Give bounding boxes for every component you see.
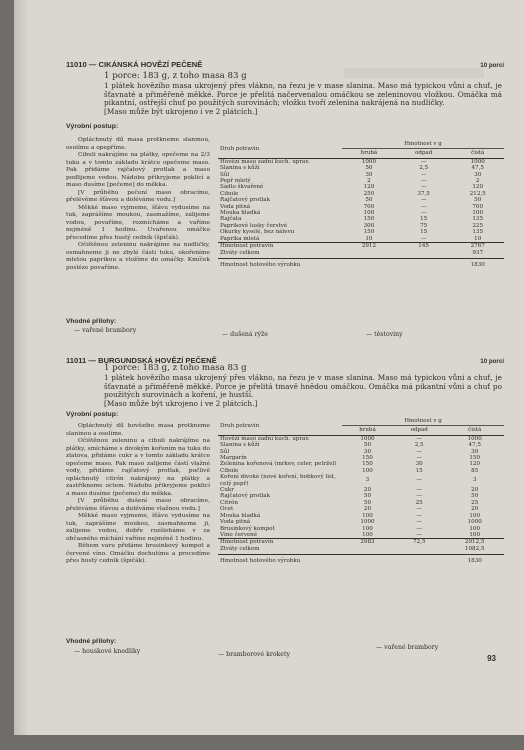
gross-weight: 700 [363, 203, 375, 210]
gross-weight: 250 [363, 190, 375, 197]
recipe-1-portion-size: 1 porce: 183 g, z toho masa 83 g [104, 71, 247, 81]
col-gross: hrubá [342, 149, 396, 158]
col-food-type: Druh potravin [218, 417, 342, 435]
waste-weight: — [416, 477, 422, 484]
procedure-paragraph: [V průběhu pečení maso obracíme, přelévéme šťávou a doléváme vodu.] [66, 189, 210, 203]
net-weight: 30 [474, 171, 482, 178]
gross-weight: 100 [362, 512, 373, 519]
net-weight: 47,5 [468, 442, 481, 449]
ingredient-name: Koření divoké (nové koření, bobkový list, celý pepř) [220, 474, 336, 487]
gross-weight: 50 [363, 499, 372, 506]
final-label: Hmotnost hotového výrobku [220, 558, 301, 565]
waste-weight: 37,5 [417, 190, 430, 197]
loss-row [218, 250, 504, 259]
recipe-2-portion-description: 1 plátek hovězího masa ukrojený přes vlákno, na řezu je v mase slanina. Maso má typickou vůni a chuť, je šťavnaté a přiměřeně měkké. Porce je přelitá tmavě hnědou omáčkou. Omáčka má pikantní vůni a chuť po použitých surovinách a koření, je hustší. [104, 372, 502, 400]
waste-weight: — [420, 178, 427, 185]
waste-weight: — [420, 197, 427, 204]
net-weight: 120 [469, 461, 481, 468]
ingredient-name: Margarín [220, 455, 247, 462]
waste-weight: — [416, 487, 422, 494]
loss-label: Ztráty celkem [218, 546, 342, 555]
net-weight: 212,5 [469, 190, 486, 197]
gross-weight: 1000 [360, 435, 375, 442]
ingredient-name: Cibule [220, 190, 239, 197]
ingredient-name: Rajčatový protlak [220, 197, 270, 204]
ingredient-name: Pepř mletý [220, 178, 251, 185]
recipe-1-portion-note: [Maso může být ukrojeno i ve 2 plátcích.] [104, 107, 258, 117]
ingredient-name: Ocet [220, 506, 234, 513]
gross-weight: 150 [363, 216, 375, 223]
recipe-1-heading [66, 48, 504, 69]
ingredient-name: Sádlo škvařené [220, 184, 264, 191]
gross-weight: 1000 [360, 519, 375, 526]
gross-weight: 50 [363, 493, 372, 500]
ingredient-name: Víno červené [220, 531, 258, 538]
col-weight-group: Hmotnost v g [342, 140, 504, 149]
recipe-2-procedure-title: Výrobní postup: [66, 411, 119, 418]
waste-weight: 30 [415, 461, 423, 468]
ingredient-name: Hovězí maso zadní kuch. uprav. [220, 435, 310, 442]
recipe-2-procedure [66, 423, 210, 566]
gross-weight: 150 [363, 229, 375, 236]
gross-weight: 10 [365, 235, 373, 242]
waste-weight: — [420, 171, 427, 178]
gross-weight: 150 [362, 461, 373, 468]
recipe-1-side-item: — dušená rýže [222, 331, 268, 338]
procedure-paragraph: Opláchnutý díl hovězího masa protkneme slaninou a osolíme. [66, 423, 210, 437]
recipe-1-portion-description: 1 plátek hovězího masa ukrojený přes vlákno, na řezu je v mase slanina. Maso má typickou vůni a chuť, je šťavnaté a přiměřeně měkké. Porce je přelitá načervenalou omáčkou se zeleninovou vložkou. Omáčka má pikantní, ostřejší chuť po použitých surovinách; vložku tvoří zelenina nakrájená na nudličky. [104, 80, 502, 108]
loss-net: 1082,5 [445, 546, 504, 555]
net-weight: 3 [472, 477, 477, 484]
final-weight-row [218, 258, 504, 268]
gross-weight: 100 [362, 531, 373, 538]
final-net: 1830 [470, 261, 485, 268]
ingredient-name: Sůl [220, 171, 230, 178]
col-gross: hrubá [342, 426, 393, 435]
gross-weight: 2 [367, 178, 371, 185]
gross-weight: 30 [363, 448, 372, 455]
loss-net: 937 [451, 250, 504, 259]
gross-weight: 300 [363, 222, 375, 229]
gross-weight: 50 [363, 442, 372, 449]
procedure-paragraph: Opláchnutý díl masa protkneme slaninou, osolíme a opepříme. [66, 137, 210, 151]
col-net: čistá [451, 149, 504, 158]
table-row [218, 474, 504, 487]
waste-weight: 25 [415, 499, 423, 506]
net-weight: 50 [474, 197, 482, 204]
ingredient-name: Brusinkový kompot [220, 525, 275, 532]
col-food-type: Druh potravin [218, 140, 342, 158]
final-label: Hmotnost hotového výrobku [220, 261, 301, 268]
waste-weight: — [416, 455, 422, 462]
total-waste: 72,5 [393, 539, 446, 546]
gross-weight: 150 [362, 455, 373, 462]
recipe-2-ingredients-table [218, 417, 504, 565]
waste-weight: — [420, 184, 427, 191]
recipe-2-heading [66, 348, 504, 365]
ingredient-name: Cibule [220, 467, 239, 474]
recipe-1-ingredients-table [218, 140, 504, 268]
net-weight: 85 [471, 467, 479, 474]
net-weight: 135 [472, 216, 484, 223]
gross-weight: 3 [365, 477, 370, 484]
net-weight: 47,5 [471, 165, 484, 172]
recipe-1-servings: 10 porcí [480, 62, 504, 69]
procedure-paragraph: Očištěnou zeleninu a cibuli nakrájíme na plátky, smícháme s divokým kořením na tuku do zlatova, přidáme cukr a v tomto základu krátce opečeme maso. Pak maso zalijeme částí vlažné vody, přidáme rajčatový protlak, počlivě opláchnutý citrón nakrájený na plátky a zastříkneme octem. Nádobu přikryjeme poklicí a maso dusíme (pečeme) do měkka. [66, 438, 210, 497]
waste-weight: — [416, 448, 422, 455]
net-weight: 25 [471, 499, 479, 506]
recipe-2-portion-size: 1 porce: 183 g, z toho masa 83 g [104, 363, 247, 373]
net-weight: 10 [474, 235, 482, 242]
gross-weight: 50 [365, 197, 373, 204]
total-gross: 2912 [342, 243, 396, 250]
net-weight: 135 [472, 229, 484, 236]
gross-weight: 20 [363, 487, 372, 494]
procedure-paragraph: Měkké maso vyjmeme, šťávu vydusíme na tuk, zaprášíme moukou, zasmahneme ji, zalijeme vodou, dobře rozšleháme v za občasného míchání vaříme nejméně 1 hodinu. [66, 513, 210, 542]
ingredient-name: Slanina s kůží [220, 442, 260, 449]
net-weight: 700 [472, 203, 484, 210]
total-label: Hmotnost potravin [218, 539, 342, 546]
total-net: 2912,5 [445, 539, 504, 546]
book-page [14, 0, 524, 735]
waste-weight: 15 [415, 467, 423, 474]
gross-weight: 100 [363, 210, 375, 217]
recipe-2-title: 11011 — BURGUNDSKÁ HOVĚZÍ PEČENĚ [66, 356, 217, 365]
gross-weight: 100 [362, 525, 373, 532]
procedure-paragraph: Cibuli nakrájíme na plátky, opečeme na 2/3 tuku a v tomto základu krátce opečeme maso. Pak přidáme rajčatový protlak a maso podlijeme vodou. Nádobu přikryjeme poklicí a maso dusíme [pečeme] do měkka. [66, 152, 210, 188]
total-label: Hmotnost potravin [218, 243, 342, 250]
loss-row [218, 546, 504, 555]
net-weight: 120 [472, 184, 484, 191]
ingredient-name: Zelenina kořenová (mrkev, celer, petržel) [220, 461, 337, 468]
ingredient-name: Sůl [220, 448, 230, 455]
ingredient-name: Rajčata [220, 216, 242, 223]
net-weight: 2 [475, 178, 480, 185]
total-gross: 2983 [342, 539, 393, 546]
gross-weight: 100 [362, 467, 373, 474]
recipe-1-side-item: — těstoviny [366, 331, 403, 338]
total-row [218, 539, 504, 546]
col-weight-group: Hmotnost v g [342, 417, 504, 426]
procedure-paragraph: Očištěnou zeleninu nakrájíme na nudličky, osmahneme ji ne zbylé části tuku, okořeníme mletou paprikou a vložíme do omáčky. Kmíček posléze povaříme. [66, 242, 210, 271]
gross-weight: 120 [363, 184, 375, 191]
net-weight: 20 [471, 506, 479, 513]
recipe-1-procedure [66, 137, 210, 272]
page-number: 93 [487, 654, 496, 663]
ingredient-name: Voda pitná [220, 519, 251, 526]
col-waste: odpad [393, 426, 446, 435]
final-net: 1830 [467, 558, 482, 565]
ingredient-name: Paprikové lusky čerstvé [220, 222, 288, 229]
col-net: čistá [445, 426, 504, 435]
ingredient-name: Citrón [220, 499, 238, 506]
recipe-2-portion-note: [Maso může být ukrojeno i ve 2 plátcích.] [104, 399, 258, 409]
net-weight: 100 [469, 531, 481, 538]
net-weight: 225 [472, 222, 484, 229]
ingredient-name: Okurky kyselé, bez nálevu [220, 229, 295, 236]
table-row [218, 158, 504, 165]
net-weight: 1000 [470, 158, 485, 165]
total-row [218, 243, 504, 250]
recipe-2-servings: 10 porcí [480, 358, 504, 365]
gross-weight: 50 [365, 165, 373, 172]
procedure-paragraph: Během varu přidáme brusinkový kompot a červené víno. Omáčku dochutíme a procedíme přes hustý cedník (špičák). [66, 543, 210, 564]
waste-weight: 15 [420, 229, 428, 236]
ingredient-name: Slanina s kůží [220, 165, 260, 172]
recipe-2-portion [104, 364, 502, 409]
waste-weight: — [420, 210, 427, 217]
recipe-2-sides-title: Vhodné přílohy: [66, 638, 117, 645]
waste-weight: — [416, 512, 422, 519]
waste-weight: 2,5 [419, 165, 429, 172]
table-row [218, 435, 504, 442]
table-row [218, 532, 504, 539]
waste-weight: — [420, 158, 427, 165]
col-waste: odpad [396, 149, 452, 158]
waste-weight: — [416, 493, 422, 500]
waste-weight: — [420, 235, 427, 242]
recipe-1-sides-title: Vhodné přílohy: [66, 318, 117, 325]
net-weight: 30 [471, 448, 479, 455]
gross-weight: 20 [363, 506, 372, 513]
total-net: 2767 [451, 243, 504, 250]
waste-weight: — [416, 519, 422, 526]
ingredient-name: Cukr [220, 487, 234, 494]
net-weight: 50 [471, 493, 479, 500]
ingredient-name: Mouka hladká [220, 210, 261, 217]
net-weight: 1000 [467, 435, 482, 442]
net-weight: 1000 [467, 519, 482, 526]
loss-label: Ztráty celkem [218, 250, 342, 259]
ingredient-name: Rajčatový protlak [220, 493, 270, 500]
ingredient-name: Mouka hladká [220, 512, 261, 519]
net-weight: 150 [469, 455, 481, 462]
ingredient-name: Voda pitná [220, 203, 251, 210]
recipe-1-title: 11010 — CIKÁNSKÁ HOVĚZÍ PEČENĚ [66, 60, 203, 69]
recipe-2-side-item: — vařené brambory [376, 644, 439, 651]
gross-weight: 1000 [361, 158, 377, 165]
final-weight-row [218, 555, 504, 565]
waste-weight: 15 [420, 216, 428, 223]
gross-weight: 30 [365, 171, 373, 178]
recipe-2-side-item: — houskové knedlíky [74, 648, 141, 655]
procedure-paragraph: Měkké maso vyjmeme, šťávu vydusíme na tuk, zaprášíme moukou, zasmažíme, zalijeme vodou, povaříme, rozmícháme a vaříme nejméně 1 hodinu. Uvařenou omáčku přecedíme přes hustý cedník (špičák). [66, 204, 210, 241]
net-weight: 100 [469, 525, 481, 532]
waste-weight: 75 [420, 222, 428, 229]
ingredient-name: Paprika mletá [220, 235, 260, 242]
net-weight: 100 [472, 210, 484, 217]
recipe-1-side-item: — vařené brambory [74, 327, 137, 334]
procedure-paragraph: [V průběhu dušení maso obracíme, přeléváme šťávou a doléváme vlažnou vodu.] [66, 498, 210, 512]
waste-weight: 2,5 [414, 442, 424, 449]
ingredient-name: Hovězí maso zadní kuch. uprav. [220, 158, 310, 165]
recipe-1-portion [104, 72, 502, 117]
table-row [218, 236, 504, 243]
waste-weight: — [420, 203, 427, 210]
net-weight: 100 [469, 512, 481, 519]
waste-weight: — [416, 525, 422, 532]
waste-weight: — [416, 506, 422, 513]
total-waste: 145 [396, 243, 452, 250]
recipe-2-side-item: — bramborové krokety [218, 651, 290, 658]
recipe-1-procedure-title: Výrobní postup: [66, 123, 119, 130]
waste-weight: — [416, 435, 422, 442]
net-weight: 20 [471, 487, 479, 494]
waste-weight: — [416, 531, 422, 538]
